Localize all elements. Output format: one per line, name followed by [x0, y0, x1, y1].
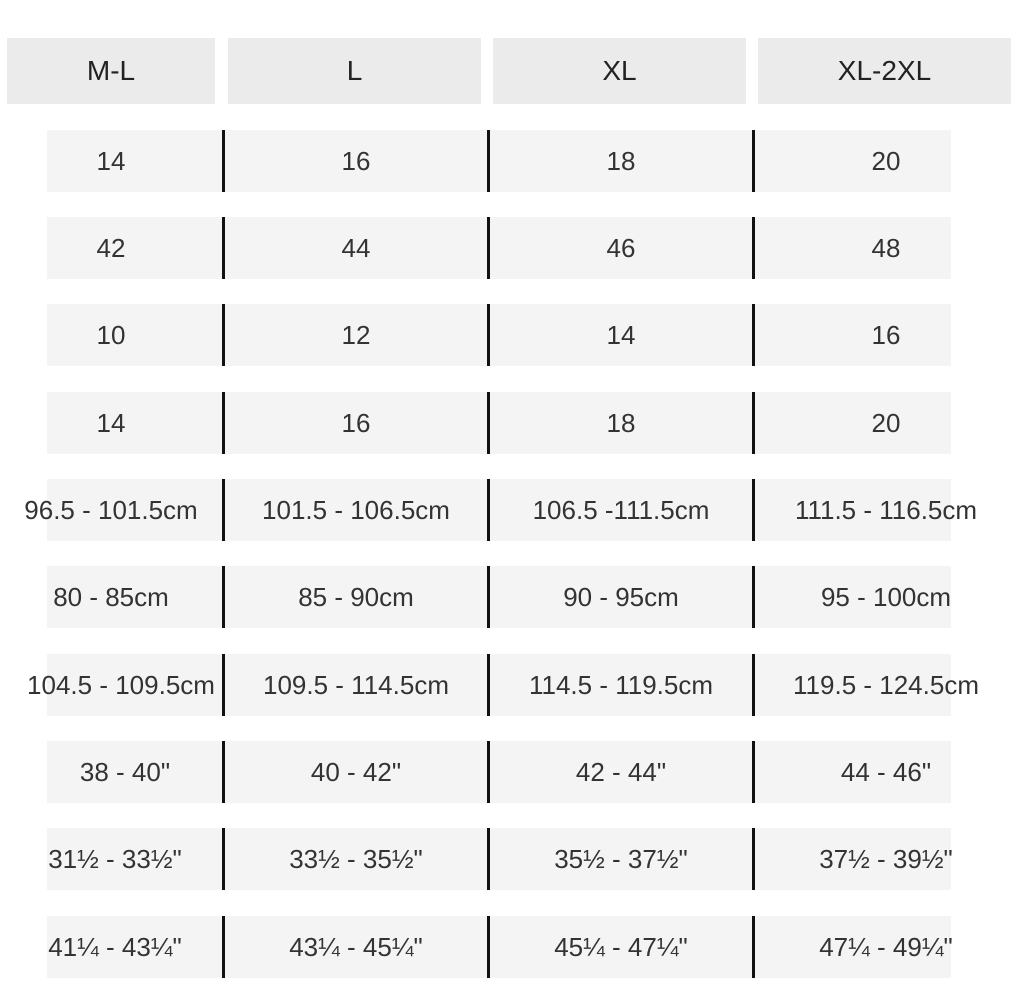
table-cell: 18: [606, 145, 636, 176]
size-header-xl-2xl: XL-2XL: [758, 38, 1011, 104]
table-cell: 12: [341, 319, 371, 350]
size-header-l: L: [228, 38, 481, 104]
table-cell: 20: [871, 145, 901, 176]
table-cell: 10: [96, 319, 126, 350]
table-cell: 20: [871, 407, 901, 438]
table-cell: 96.5 - 101.5cm: [24, 494, 198, 525]
table-cell: 114.5 - 119.5cm: [528, 669, 714, 700]
table-cell: 85 - 90cm: [298, 581, 414, 612]
table-cell: 95 - 100cm: [820, 581, 952, 612]
table-cell: 111.5 - 116.5cm: [794, 494, 978, 525]
size-table: [24, 0, 979, 1000]
table-cell: 106.5 -111.5cm: [532, 494, 710, 525]
table-cell: 80 - 85cm: [53, 581, 169, 612]
table-cell: 42 - 44": [575, 756, 667, 787]
table-cell: 33½ - 35½": [289, 843, 423, 874]
table-cell: 90 - 95cm: [563, 581, 679, 612]
table-cell: 40 - 42": [310, 756, 402, 787]
table-cell: 47¼ - 49¼": [819, 931, 953, 962]
table-cell: 48: [871, 232, 901, 263]
table-cell: 31½ - 33½": [48, 843, 182, 874]
table-cell: 44 - 46": [840, 756, 932, 787]
size-header-xl: XL: [493, 38, 746, 104]
table-cell: 16: [341, 145, 371, 176]
table-cell: 44: [341, 232, 371, 263]
table-cell: 109.5 - 114.5cm: [263, 669, 449, 700]
table-cell: 101.5 - 106.5cm: [262, 494, 450, 525]
table-cell: 46: [606, 232, 636, 263]
table-cell: 35½ - 37½": [554, 843, 688, 874]
table-cell: 16: [871, 319, 901, 350]
table-cell: 37½ - 39½": [819, 843, 953, 874]
size-header-m-l: M-L: [7, 38, 215, 104]
table-cell: 14: [96, 407, 126, 438]
table-cell: 45¼ - 47¼": [554, 931, 688, 962]
table-cell: 14: [606, 319, 636, 350]
table-cell: 18: [606, 407, 636, 438]
table-cell: 41¼ - 43¼": [48, 931, 182, 962]
table-cell: 119.5 - 124.5cm: [793, 669, 979, 700]
table-cell: 104.5 - 109.5cm: [27, 669, 215, 700]
table-cell: 42: [96, 232, 126, 263]
table-cell: 38 - 40": [79, 756, 171, 787]
table-cell: 14: [96, 145, 126, 176]
table-cell: 43¼ - 45¼": [289, 931, 423, 962]
table-cell: 16: [341, 407, 371, 438]
